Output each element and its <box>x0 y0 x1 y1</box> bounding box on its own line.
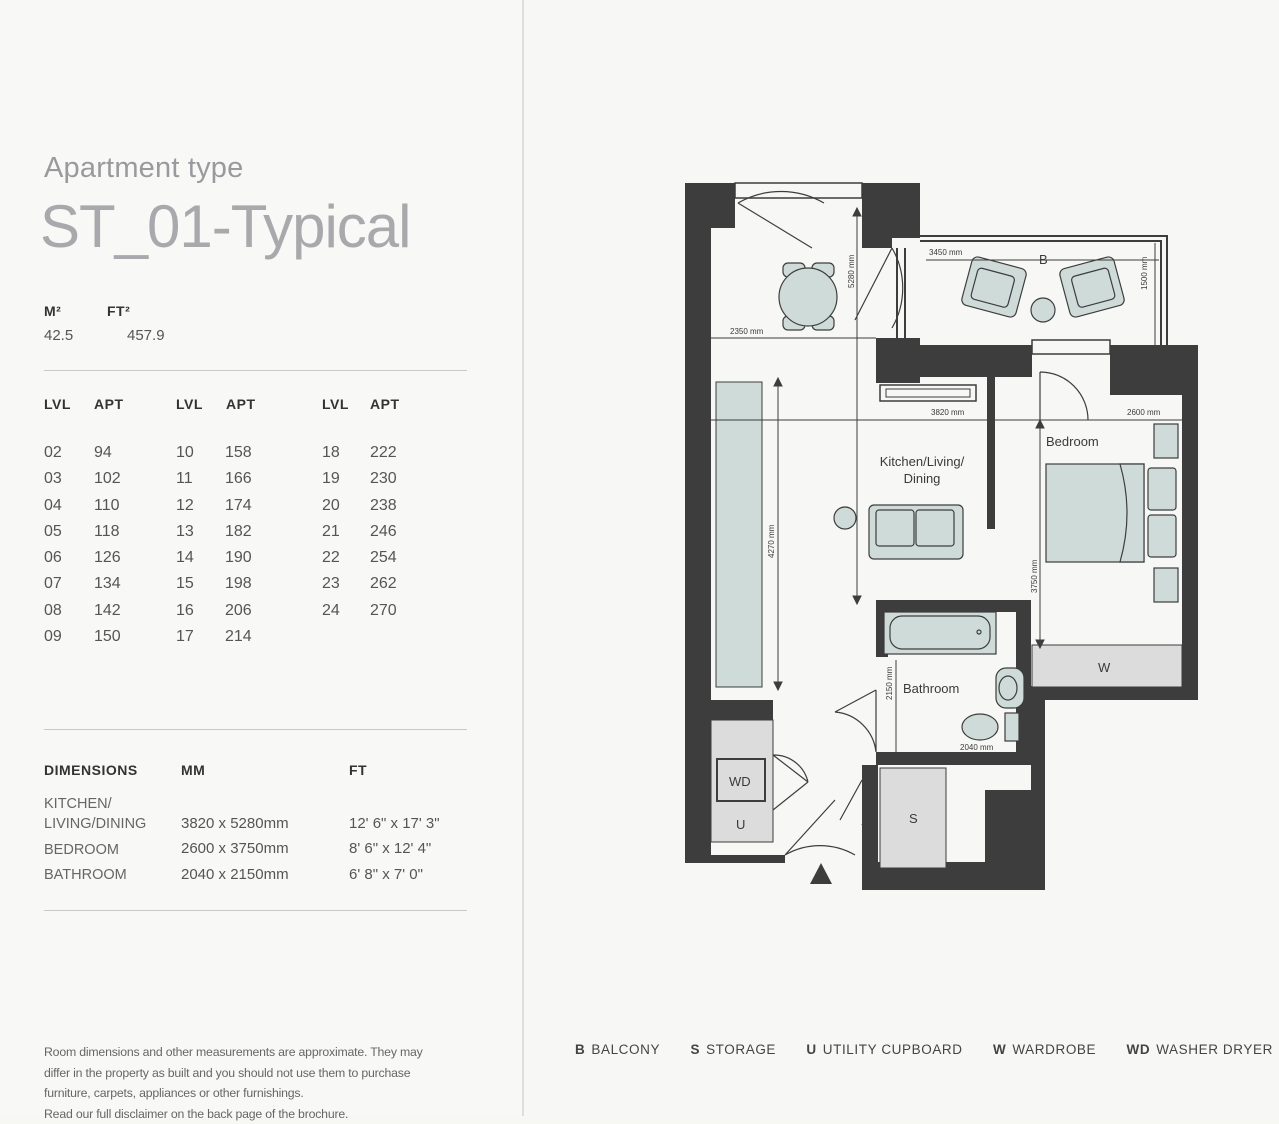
bathroom-label: Bathroom <box>903 681 959 696</box>
bathroom-fixtures <box>884 612 1024 741</box>
level-cell: 24 <box>322 598 340 624</box>
floorplan-legend <box>575 1042 1273 1057</box>
washer-dryer-label: WD <box>729 774 751 789</box>
dimension-label: 3750 mm <box>1030 559 1039 593</box>
level-cell: 04 <box>44 493 62 519</box>
apartment-type-label: Apartment type <box>44 152 243 185</box>
utility-label: U <box>736 817 745 832</box>
dimension-room-name: KITCHEN/ <box>44 794 112 814</box>
dimension-room-name: LIVING/DINING <box>44 814 146 834</box>
level-cell: 14 <box>176 545 194 571</box>
apartment-cell: 150 <box>94 624 121 650</box>
apartment-cell: 270 <box>370 598 397 624</box>
dimension-room-name: BATHROOM <box>44 865 127 885</box>
level-cell: 20 <box>322 493 340 519</box>
legend-item: S STORAGE <box>690 1042 776 1057</box>
apt-header: APT <box>370 396 400 412</box>
entrance-arrow-icon <box>810 863 832 884</box>
level-cell: 09 <box>44 624 62 650</box>
level-cell: 16 <box>176 598 194 624</box>
kitchen-label: Kitchen/Living/ <box>880 454 965 469</box>
apartment-cell: 198 <box>225 571 252 597</box>
apartment-cell: 158 <box>225 440 252 466</box>
dimension-room-name: BEDROOM <box>44 840 119 860</box>
dimension-ft: 8' 6" x 12' 4" <box>349 839 431 859</box>
dimension-mm: 2040 x 2150mm <box>181 865 289 885</box>
apartment-type-title: ST_01-Typical <box>40 192 411 261</box>
apartment-cell: 246 <box>370 519 397 545</box>
dimension-label: 2600 mm <box>1127 408 1161 417</box>
level-cell: 02 <box>44 440 62 466</box>
apartment-cell: 166 <box>225 466 252 492</box>
balcony-label: B <box>1039 252 1048 267</box>
dimension-mm: 3820 x 5280mm <box>181 814 289 834</box>
apartment-cell: 182 <box>225 519 252 545</box>
bedroom-label: Bedroom <box>1046 434 1099 449</box>
ft-header: FT <box>349 762 367 778</box>
bed <box>1046 424 1178 602</box>
disclaimer-line: Room dimensions and other measurements are approximate. They may <box>44 1042 484 1063</box>
legend-item: U UTILITY CUPBOARD <box>806 1042 962 1057</box>
level-cell: 07 <box>44 571 62 597</box>
apartment-cell: 262 <box>370 571 397 597</box>
level-cell: 13 <box>176 519 194 545</box>
level-cell: 15 <box>176 571 194 597</box>
level-cell: 17 <box>176 624 194 650</box>
legend-item: W WARDROBE <box>993 1042 1096 1057</box>
dimension-label: 2350 mm <box>730 327 764 336</box>
apartment-cell: 142 <box>94 598 121 624</box>
wall-unit <box>880 385 976 401</box>
kitchen-label: Dining <box>904 471 941 486</box>
ft2-label: FT² <box>107 303 130 319</box>
dimension-label: 2150 mm <box>885 666 894 700</box>
apartment-cell: 110 <box>94 493 121 519</box>
m2-label: M² <box>44 303 61 319</box>
disclaimer-line: Read our full disclaimer on the back page of the brochure. <box>44 1104 484 1124</box>
apartment-cell: 118 <box>94 519 121 545</box>
storage-label: S <box>909 811 918 826</box>
apt-header: APT <box>94 396 124 412</box>
lvl-header: LVL <box>176 396 203 412</box>
dimension-mm: 2600 x 3750mm <box>181 839 289 859</box>
lvl-header: LVL <box>322 396 349 412</box>
apartment-cell: 214 <box>225 624 252 650</box>
lvl-header: LVL <box>44 396 71 412</box>
level-cell: 12 <box>176 493 194 519</box>
dimension-label: 5280 mm <box>847 254 856 288</box>
level-cell: 05 <box>44 519 62 545</box>
m2-value: 42.5 <box>44 327 73 344</box>
disclaimer-line: differ in the property as built and you should not use them to purchase <box>44 1063 484 1084</box>
dimension-label: 3820 mm <box>931 408 965 417</box>
apartment-cell: 102 <box>94 466 121 492</box>
apartment-cell: 230 <box>370 466 397 492</box>
mm-header: MM <box>181 762 205 778</box>
apartment-cell: 126 <box>94 545 121 571</box>
level-cell: 23 <box>322 571 340 597</box>
dimension-label: 2040 mm <box>960 743 994 752</box>
legend-item: WD WASHER DRYER <box>1127 1042 1273 1057</box>
apartment-cell: 134 <box>94 571 121 597</box>
level-cell: 11 <box>176 466 194 492</box>
dimension-label: 3450 mm <box>929 248 963 257</box>
level-cell: 06 <box>44 545 62 571</box>
level-cell: 08 <box>44 598 62 624</box>
apt-header: APT <box>226 396 256 412</box>
dimension-label: 4270 mm <box>767 524 776 558</box>
disclaimer-line: furniture, carpets, appliances or other furnishings. <box>44 1083 484 1104</box>
legend-item: B BALCONY <box>575 1042 660 1057</box>
dimension-ft: 12' 6" x 17' 3" <box>349 814 440 834</box>
dimension-label: 1500 mm <box>1140 256 1149 290</box>
apartment-cell: 238 <box>370 493 397 519</box>
dimension-ft: 6' 8" x 7' 0" <box>349 865 423 885</box>
ft2-value: 457.9 <box>127 327 165 344</box>
wardrobe-label: W <box>1098 660 1111 675</box>
level-cell: 18 <box>322 440 340 466</box>
level-cell: 03 <box>44 466 62 492</box>
level-cell: 19 <box>322 466 340 492</box>
apartment-cell: 94 <box>94 440 121 466</box>
apartment-cell: 174 <box>225 493 252 519</box>
sofa <box>834 505 963 559</box>
level-cell: 22 <box>322 545 340 571</box>
apartment-cell: 254 <box>370 545 397 571</box>
kitchen-counter <box>716 382 762 687</box>
apartment-cell: 222 <box>370 440 397 466</box>
level-cell: 21 <box>322 519 340 545</box>
dimensions-header: DIMENSIONS <box>44 762 138 778</box>
level-cell: 10 <box>176 440 194 466</box>
apartment-cell: 190 <box>225 545 252 571</box>
apartment-cell: 206 <box>225 598 252 624</box>
dining-set <box>779 263 837 330</box>
